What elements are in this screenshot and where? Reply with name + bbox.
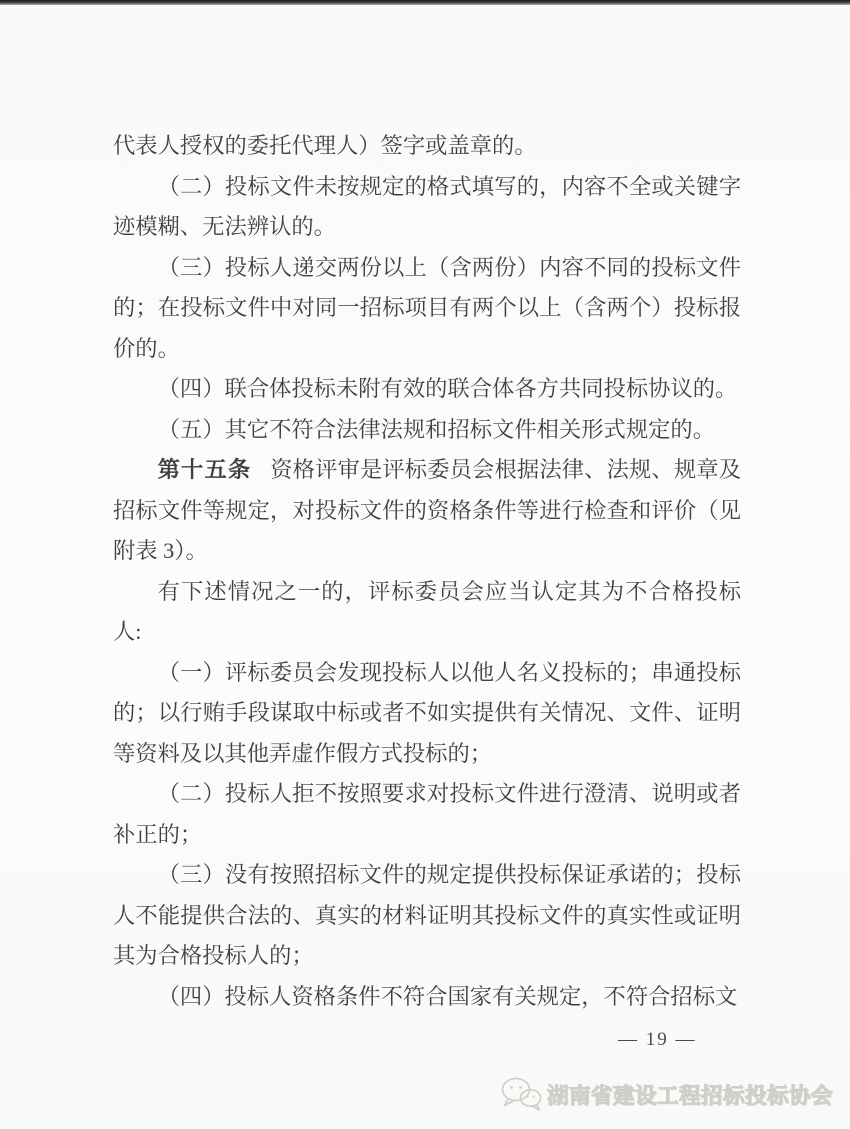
paragraph-continuation: 代表人授权的委托代理人）签字或盖章的。 [113, 133, 537, 158]
page-number: — 19 — [618, 1029, 697, 1050]
clause-form-2: （二）投标文件未按规定的格式填写的，内容不全或关键字迹模糊、无法辨认的。 [113, 173, 741, 239]
watermark-text: 湖南省建设工程招标投标协会 [547, 1083, 834, 1108]
clause-qual-2: （二）投标人拒不按照要求对投标文件进行澄清、说明或者补正的； [113, 781, 741, 847]
clause-qual-4: （四）投标人资格条件不符合国家有关规定，不符合招标文 [157, 983, 738, 1009]
clause-qual-1: （一）评标委员会发现投标人以他人名义投标的；串通投标的；以行贿手段谋取中标或者不如实提供有关情况、文件、证明等资料及以其他弄虚作假方式投标的； [113, 659, 741, 766]
clause-form-4: （四）联合体投标未附有效的联合体各方共同投标协议的。 [157, 376, 738, 401]
article-15 [113, 450, 741, 572]
clause-qual-3: （三）没有按照招标文件的规定提供投标保证承诺的；投标人不能提供合法的、真实的材料证明其投标文件的真实性或证明其为合格投标人的； [113, 862, 741, 968]
paragraph-intro: 有下述情况之一的，评标委员会应当认定其为不合格投标人: [113, 578, 741, 644]
clause-form-5: （五）其它不符合法律法规和招标文件相关形式规定的。 [157, 416, 716, 442]
document-body [113, 126, 741, 1017]
clause-form-3: （三）投标人递交两份以上（含两份）内容不同的投标文件的；在投标文件中对同一招标项目有两个以上（含两个）投标报价的。 [113, 254, 741, 361]
article-text: 资格评审是评标委员会根据法律、法规、规章及招标文件等规定，对投标文件的资格条件等进行检查和评价（见附表 3）。 [113, 457, 741, 563]
wechat-icon [500, 1076, 542, 1112]
article-number: 第十五条 [157, 457, 252, 482]
scan-edge-artifact [0, 0, 850, 5]
association-watermark [500, 1076, 833, 1112]
